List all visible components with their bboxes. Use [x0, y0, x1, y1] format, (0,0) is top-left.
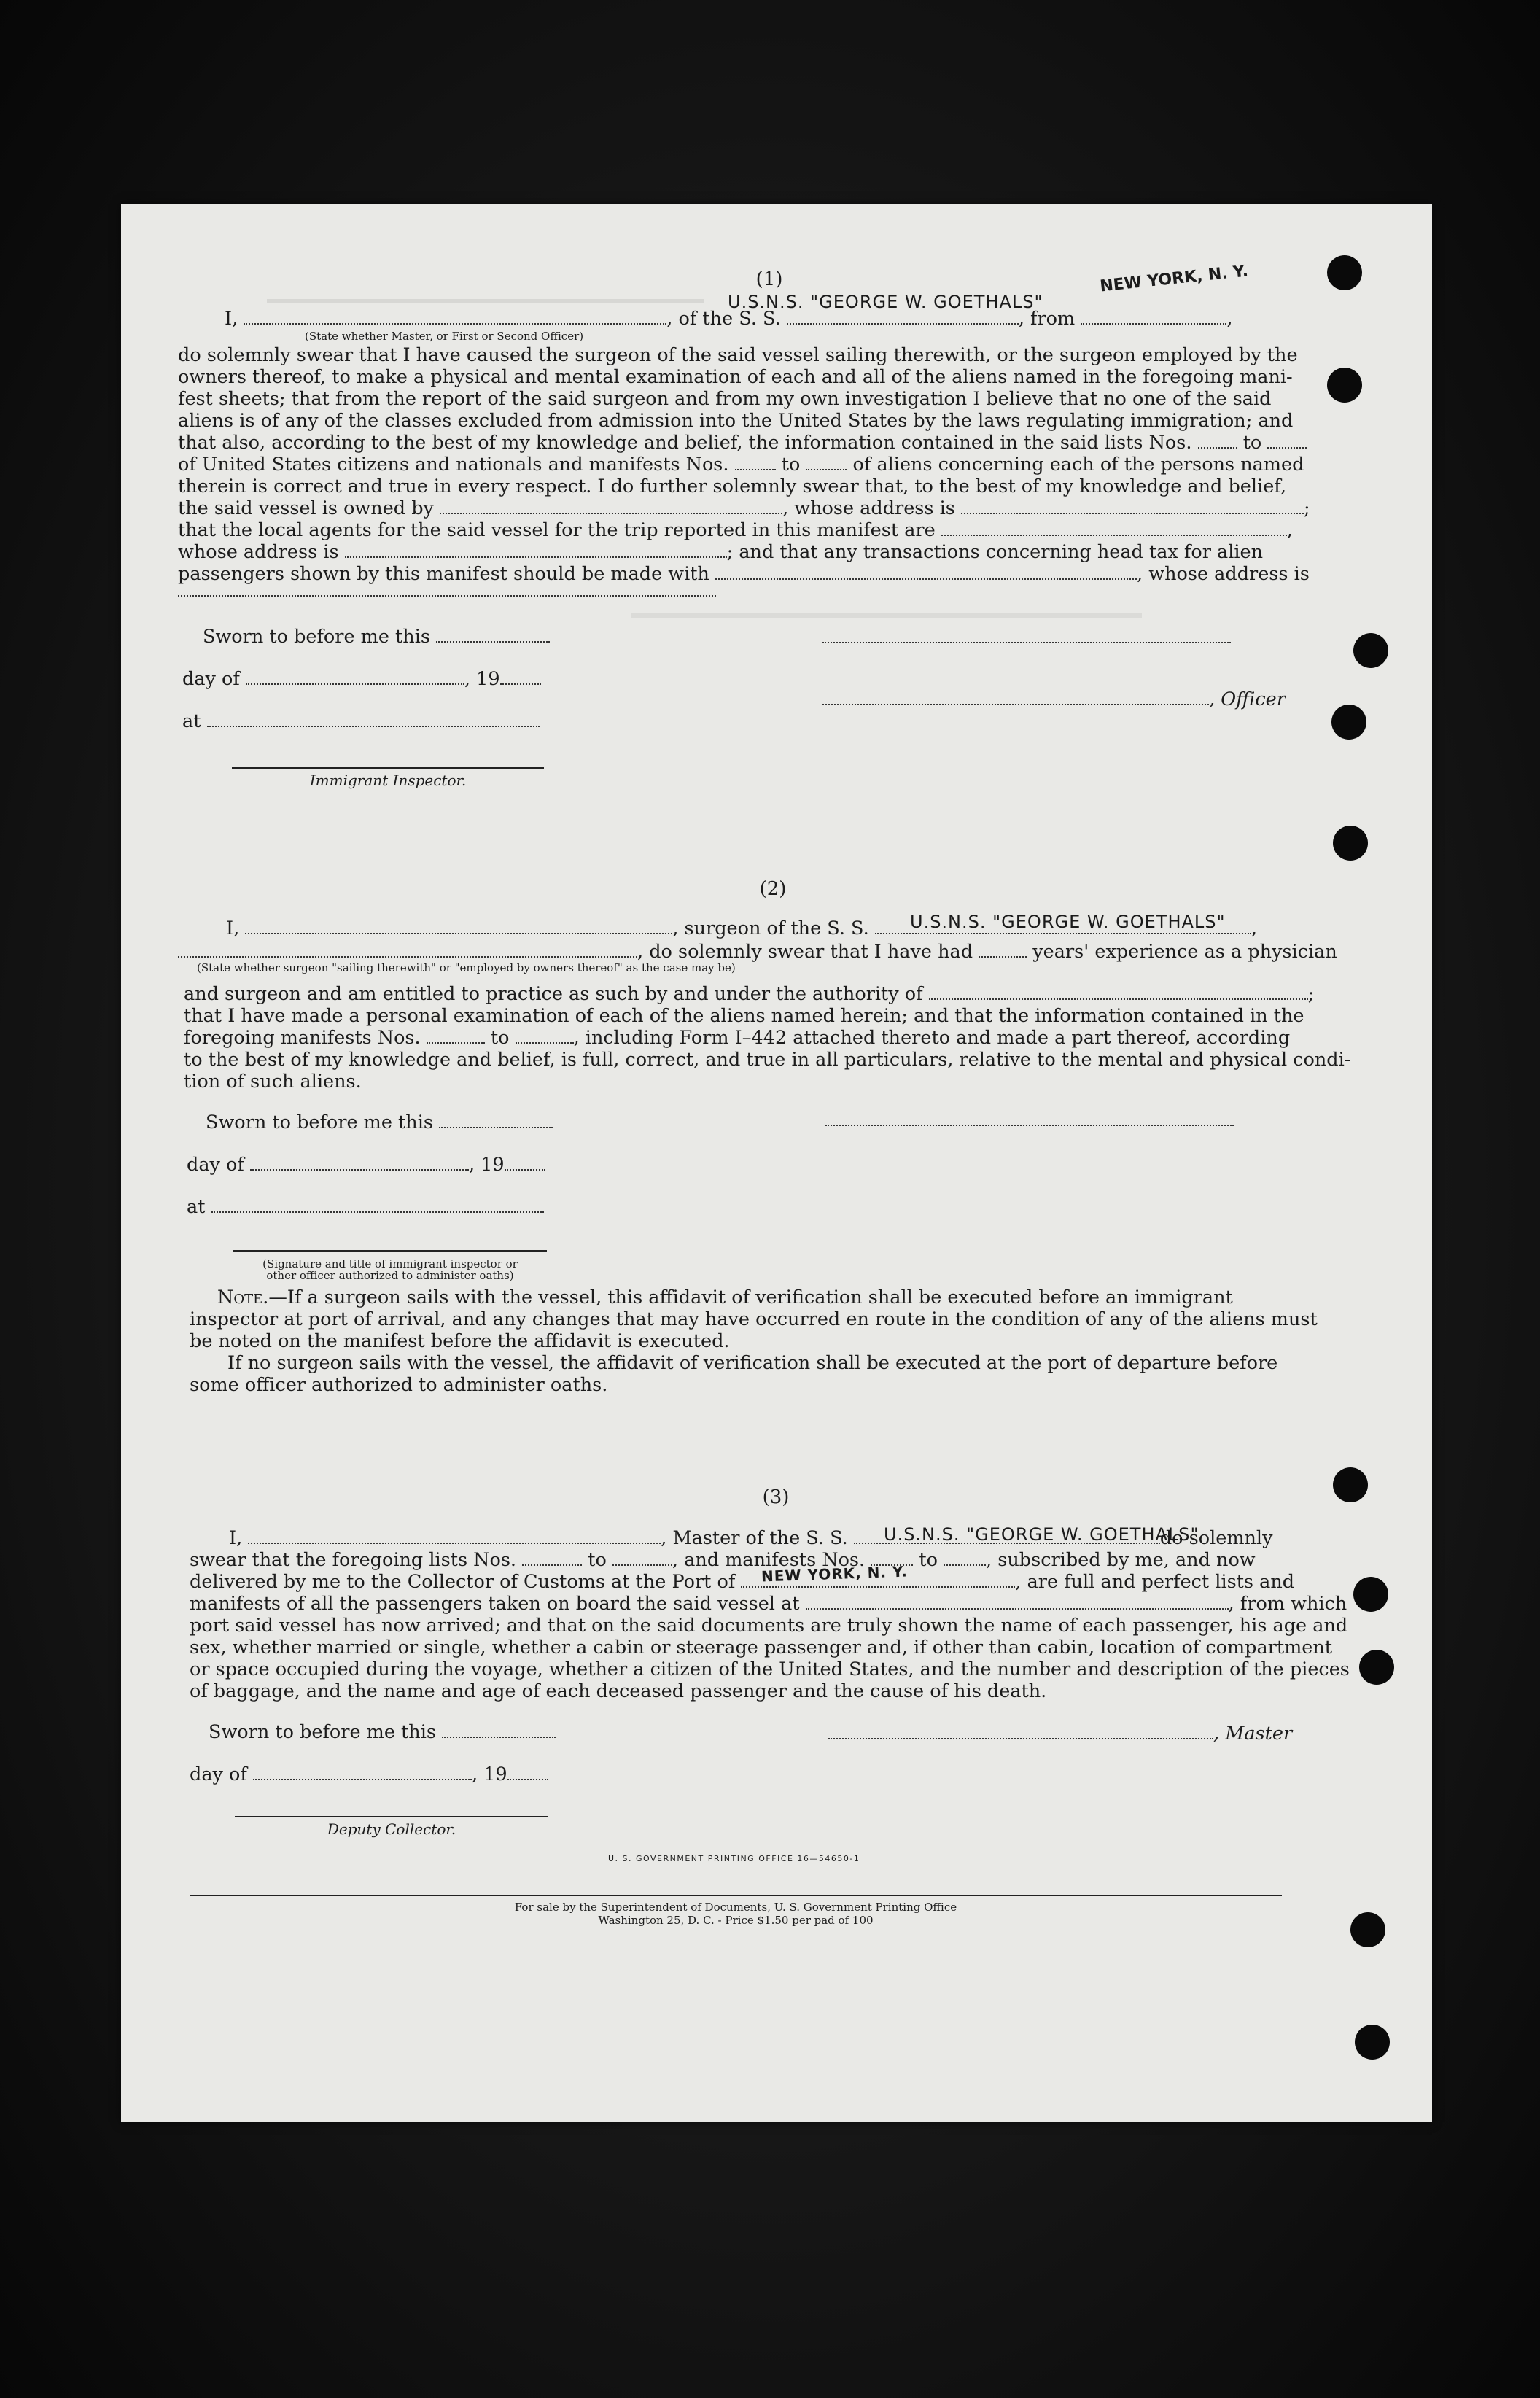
agents-address-field[interactable]: [345, 542, 727, 558]
surgeon-name-field[interactable]: [245, 918, 672, 934]
punch-hole: [1327, 255, 1362, 290]
sworn-line: Sworn to before me this: [206, 1111, 553, 1133]
section-number: (1): [755, 268, 783, 290]
surgeon-manifests-to-field[interactable]: [516, 1028, 574, 1044]
sworn-day-field[interactable]: [439, 1112, 553, 1128]
surgeon-manifests-from-field[interactable]: [427, 1028, 485, 1044]
officer-title-field[interactable]: [822, 689, 1209, 705]
sworn-place-field[interactable]: [211, 1197, 544, 1213]
section3-line: or space occupied during the voyage, whether a citizen of the United States, and the number and description of the pieces: [190, 1658, 1350, 1680]
officer-line: , Officer: [822, 688, 1286, 710]
footer-rule: [190, 1895, 1282, 1896]
typed-ship-name: U.S.N.S. "GEORGE W. GOETHALS": [910, 912, 1226, 932]
stamp-from-port: NEW YORK, N. Y.: [1099, 262, 1250, 296]
section2-line: to the best of my knowledge and belief, is full, correct, and true in all particulars, relative to the mental and physical condi-: [184, 1049, 1351, 1071]
inspector-signature-field[interactable]: [232, 767, 544, 769]
bleed-through: [631, 613, 1142, 618]
sworn-place-field[interactable]: [207, 711, 540, 727]
bleed-through: [267, 277, 704, 303]
section2-line: tion of such aliens.: [184, 1071, 362, 1093]
head-tax-agent-field[interactable]: [715, 564, 1137, 580]
lists-from-field[interactable]: [1198, 432, 1237, 449]
manifests-from-field[interactable]: [735, 454, 776, 470]
officer-signature-field[interactable]: [822, 642, 1231, 643]
day-of-line: day of , 19: [187, 1154, 545, 1176]
section1-line: passengers shown by this manifest should be made with , whose address is: [178, 563, 1310, 585]
day-of-line: day of , 19: [190, 1763, 548, 1785]
at-line: at: [187, 1196, 544, 1218]
section1-line1: I, , of the S. S. , from ,: [225, 308, 1233, 330]
inspector-caption: Immigrant Inspector.: [309, 772, 467, 789]
section2-line2: , do solemnly swear that I have had years' experience as a physician: [178, 941, 1337, 963]
section-number: (2): [759, 878, 787, 900]
punch-hole: [1350, 1912, 1385, 1947]
section3-line: swear that the foregoing lists Nos. to , and manifests Nos. to , subscribed by me, and now: [190, 1549, 1256, 1571]
section3-line: port said vessel has now arrived; and that on the said documents are truly shown the name of each passenger, his age and: [190, 1615, 1348, 1637]
section-number: (3): [762, 1486, 790, 1508]
sworn-month-field[interactable]: [250, 1155, 469, 1171]
master-caption: (State whether Master, or First or Second Officer): [305, 330, 584, 343]
sworn-line: Sworn to before me this: [209, 1721, 556, 1743]
typed-ship-name: U.S.N.S. "GEORGE W. GOETHALS": [884, 1524, 1199, 1545]
note-line: Note.—If a surgeon sails with the vessel, this affidavit of verification shall be executed before an immigrant: [217, 1287, 1233, 1308]
section1-line: owners thereof, to make a physical and mental examination of each and all of the aliens named in the foregoing mani-: [178, 366, 1293, 388]
surgeon-caption: (State whether surgeon "sailing therewith" or "employed by owners thereof" as the case may be): [197, 961, 736, 974]
punch-hole: [1333, 1467, 1368, 1502]
punch-hole: [1331, 705, 1366, 740]
section1-line: that also, according to the best of my knowledge and belief, the information contained in the said lists Nos. to: [178, 432, 1307, 454]
section1-line: fest sheets; that from the report of the said surgeon and from my own investigation I believe that no one of the said: [178, 388, 1272, 410]
note-line: be noted on the manifest before the affidavit is executed.: [190, 1330, 730, 1352]
section1-line: aliens is of any of the classes excluded from admission into the United States by the laws regulating immigration; and: [178, 410, 1294, 432]
section1-line: of United States citizens and nationals and manifests Nos. to of aliens concerning each of the persons named: [178, 454, 1304, 476]
manifests-to-field[interactable]: [806, 454, 847, 470]
section1-line: that the local agents for the said vessel for the trip reported in this manifest are ,: [178, 519, 1293, 541]
day-of-line: day of , 19: [182, 668, 541, 690]
signature-caption: (Signature and title of immigrant inspector or: [262, 1257, 518, 1270]
typed-ship-name: U.S.N.S. "GEORGE W. GOETHALS": [728, 292, 1043, 312]
section3-line: of baggage, and the name and age of each deceased passenger and the cause of his death.: [190, 1680, 1047, 1702]
surgeon-status-field[interactable]: [178, 942, 637, 958]
section3-line: manifests of all the passengers taken on board the said vessel at , from which: [190, 1593, 1348, 1615]
punch-hole: [1355, 2025, 1390, 2060]
master-name-field[interactable]: [244, 309, 666, 325]
agents-field[interactable]: [941, 520, 1287, 536]
inspector-signature-field[interactable]: [233, 1250, 547, 1252]
owner-address-field[interactable]: [961, 498, 1304, 514]
footer-price-line: Washington 25, D. C. - Price $1.50 per pad of 100: [598, 1914, 874, 1927]
punch-hole: [1333, 826, 1368, 861]
typed-port-name: NEW YORK, N. Y.: [761, 1562, 909, 1586]
head-tax-address-field[interactable]: [178, 595, 716, 597]
at-line: at: [182, 710, 540, 732]
note-line: If no surgeon sails with the vessel, the affidavit of verification shall be executed at the port of departure before: [228, 1352, 1278, 1374]
note-line: inspector at port of arrival, and any changes that may have occurred en route in the condition of any of the aliens must: [190, 1308, 1318, 1330]
footer-sale-line: For sale by the Superintendent of Documents, U. S. Government Printing Office: [514, 1901, 957, 1914]
master3-signature-field[interactable]: [828, 1723, 1213, 1739]
punch-hole: [1327, 368, 1362, 403]
sworn-day-field[interactable]: [442, 1722, 556, 1738]
section1-line: therein is correct and true in every respect. I do further solemnly swear that, to the best of my knowledge and belief,: [178, 476, 1286, 497]
master3-manifests-to-field[interactable]: [944, 1550, 986, 1566]
punch-hole: [1359, 1650, 1394, 1685]
section3-line: sex, whether married or single, whether a cabin or steerage passenger and, if other than cabin, location of compartment: [190, 1637, 1333, 1658]
sworn-day-field[interactable]: [436, 626, 550, 643]
punch-hole: [1353, 1577, 1388, 1612]
note-line: some officer authorized to administer oaths.: [190, 1374, 608, 1396]
section1-line: do solemnly swear that I have caused the surgeon of the said vessel sailing therewith, or the surgeon employed by the: [178, 344, 1298, 366]
printer-line: U. S. GOVERNMENT PRINTING OFFICE 16—54650-1: [608, 1854, 860, 1863]
sworn-month-field[interactable]: [246, 669, 464, 685]
section3-line: delivered by me to the Collector of Customs at the Port of , are full and perfect lists and: [190, 1571, 1295, 1593]
sworn-year-field[interactable]: [505, 1155, 545, 1171]
surgeon-signature-field[interactable]: [825, 1125, 1234, 1126]
section2-line1: I, , surgeon of the S. S. ,: [226, 917, 1257, 939]
section1-line: whose address is ; and that any transactions concerning head tax for alien: [178, 541, 1264, 563]
punch-hole: [1353, 633, 1388, 668]
master3-lists-from-field[interactable]: [522, 1550, 582, 1566]
signature-caption: other officer authorized to administer oaths): [266, 1269, 514, 1282]
deputy-signature-field[interactable]: [235, 1816, 548, 1817]
section3-line1: I, , Master of the S. S. do solemnly: [229, 1527, 1273, 1549]
sworn-month-field[interactable]: [253, 1764, 472, 1780]
authority-field[interactable]: [929, 984, 1308, 1000]
master3-lists-to-field[interactable]: [612, 1550, 672, 1566]
section2-line: that I have made a personal examination of each of the aliens named herein; and that the information contained in the: [184, 1005, 1304, 1027]
master3-name-field[interactable]: [248, 1528, 661, 1544]
section2-line: and surgeon and am entitled to practice as such by and under the authority of ;: [184, 983, 1315, 1005]
deputy-caption: Deputy Collector.: [327, 1820, 456, 1838]
lists-to-field[interactable]: [1267, 432, 1307, 449]
section1-line: the said vessel is owned by , whose address is ;: [178, 497, 1310, 519]
sworn-year-field[interactable]: [500, 669, 541, 685]
sworn-line: Sworn to before me this: [203, 626, 550, 648]
master-line: , Master: [828, 1723, 1292, 1745]
embark-port-field[interactable]: [806, 1594, 1229, 1610]
from-port-field[interactable]: [1081, 309, 1226, 325]
manifest-affidavit-page: [121, 204, 1432, 2122]
owner-field[interactable]: [440, 498, 782, 514]
years-experience-field[interactable]: [979, 942, 1027, 958]
sworn-year-field[interactable]: [508, 1764, 548, 1780]
section2-line: foregoing manifests Nos. to , including Form I–442 attached thereto and made a part thereof, according: [184, 1027, 1291, 1049]
